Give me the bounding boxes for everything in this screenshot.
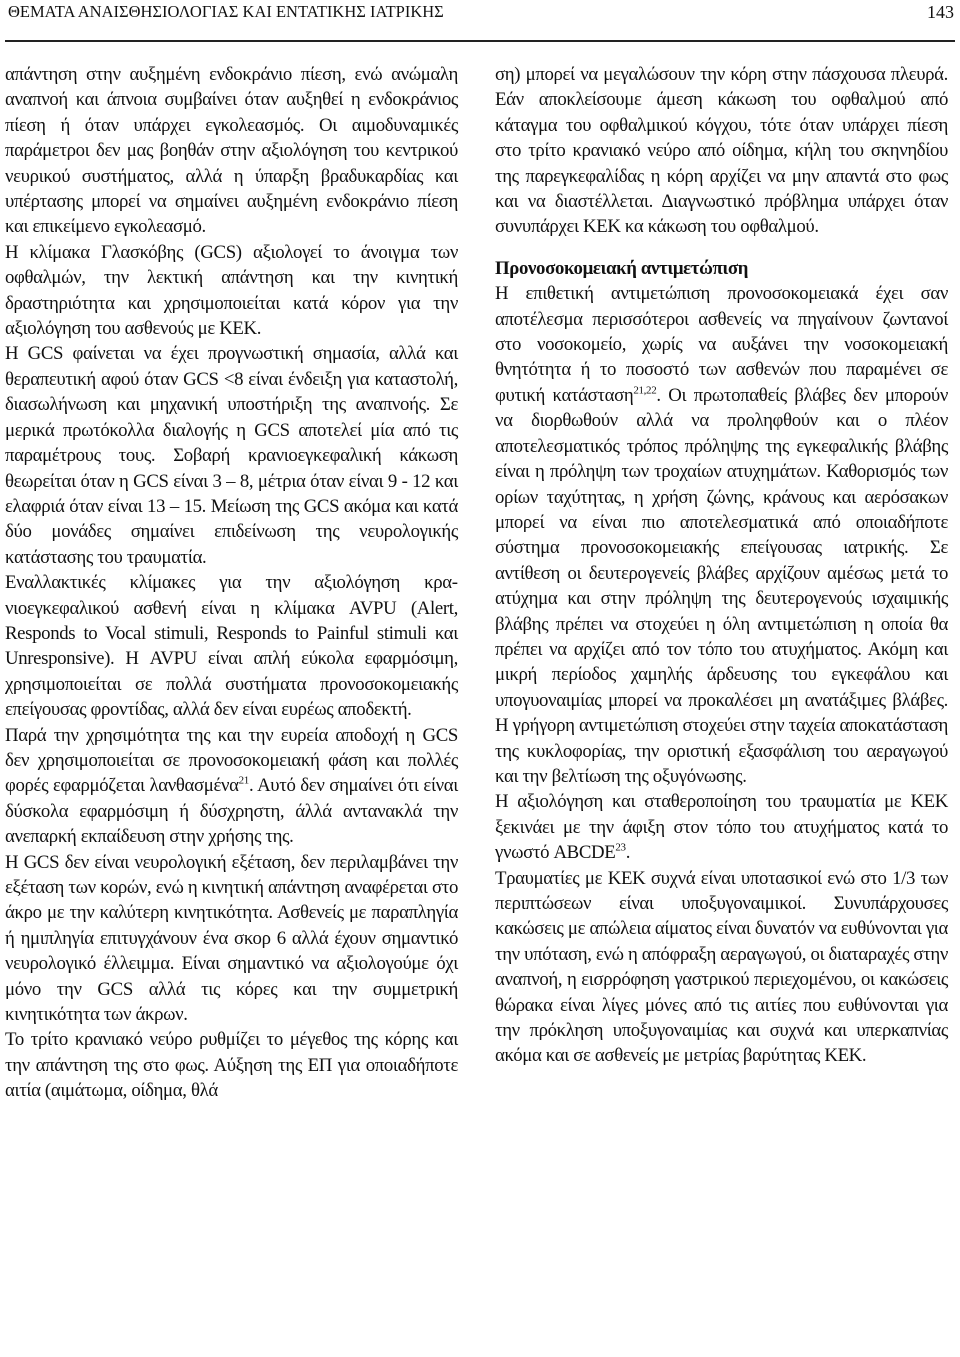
- journal-title: ΘΕΜΑΤΑ ΑΝΑΙΣΘΗΣΙΟΛΟΓΙΑΣ ΚΑΙ ΕΝΤΑΤΙΚΗΣ ΙΑΤΡΙΚΗΣ: [8, 2, 444, 21]
- paragraph-text: Παρά την χρησιμότητα της και την ευρεία αποδοχή η GCS δεν χρησιμοποιείται σε προνοσοκομειακή φάση και πολλές φορές εφαρμόζεται λανθασμένα: [5, 724, 458, 797]
- paragraph: Η κλίμακα Γλασκόβης (GCS) αξιολογεί το άνοιγμα των οφθαλμών, την λεκτική απάντηση και την κινητική δραστηριότητα και χρησιμοποιείται κατά κόρον για την αξιολόγηση του ασθενούς με ΚΕΚ.: [5, 241, 458, 340]
- paragraph-text: . Οι πρωτοπαθείς βλάβες δεν μπορούν να διορθωθούν αλλά να προληφθούν και ο πλέον αποτελεσματικός τρόπος πρόληψης της εγκεφαλικής βλάβης είναι η πρόληψη των τροχαίων ατυχημάτων. Καθορισμός των ορίων ταχύτητας, η χρήση ζώνης, κράνους και αερόσακων μπορεί να είναι πιο αποτελεσματικά από οποιαδήποτε σύστημα προνοσοκομειακής επείγουσας ιατρικής. Σε αντίθεση οι δευτερογενείς βλάβες αρχίζουν αμέσως μετά το ατύχημα και στην πρόληψη της δευτερογενούς ισχαιμικής βλάβης πρέπει να στοχεύει η όλη αντιμετώπιση η οποία θα πρέπει να αρχίζει από τον τόπο του ατυχήματος. Ακόμη και μικρή περίοδος χαμηλής άρδευσης του εγκεφάλου και υπογυοναιμίας μπορεί να προκαλέσει μη ανατάξιμες βλάβες. Η γρήγορη αντιμετώπιση στοχεύει στην ταχεία αποκατάσταση της κυκλοφορίας, την οριστική εξασφάλιση του αεραγωγού και την βελτίωση της οξυγόνωσης.: [495, 384, 948, 787]
- citation-ref: 21,22: [633, 384, 657, 397]
- paragraph-text: Η αξιολόγηση και σταθεροποίηση του τραυματία με ΚΕΚ ξεκινάει με την άφιξη στον τόπο του ατυχήματος κατά το γνωστό ABCDE: [495, 791, 948, 864]
- paragraph: απάντηση στην αυξημένη ενδοκράνιο πίεση, ενώ ανώμαλη αναπνοή και άπνοια συμβαίνει όταν αυξηθεί η ενδοκράνιος πίεση ή όταν υπάρχει εγκολεασμός. Οι αιμοδυναμικές παράμετροι δεν μας βοηθάν στην αξιολόγηση του κεντρικού νευρικού συστήματος, αλλά η ύπαρξη βραδυκαρδίας και υπέρτασης μπορεί να σημαίνει αυξημένη ενδοκράνιο πίεση και επικείμενο εγκολεασμό.: [5, 64, 458, 238]
- paragraph: [495, 281, 948, 789]
- paragraph: Εναλλακτικές κλίμακες για την αξιολόγηση κρανιοεγκεφαλικού ασθενή είναι η κλίμακα AVPU (Alert, Responds to Vocal stimuli, Responds to Painful stimuli και Unresponsive). Η AVPU είναι απλή εύκολα εφαρμόσιμη, χρησιμοποιείται σε πολλά συστήματα προνοσοκομειακής επείγουσας φροντίδας, αλλά δεν είναι ευρέως αποδεκτή.: [5, 572, 458, 721]
- left-column: [5, 62, 458, 1104]
- citation-ref: 23: [615, 841, 626, 854]
- citation-ref: 21: [238, 775, 249, 788]
- paragraph: [495, 789, 948, 865]
- paragraph: [5, 723, 458, 850]
- header-divider: [5, 40, 955, 42]
- section-spacer: [495, 240, 948, 256]
- paragraph: Η GCS δεν είναι νευρολογική εξέταση, δεν περιλαμβάνει την εξέταση των κορών, ενώ η κινητική απάντηση αναφέρεται στο άκρο με την καλύτερη κινητικότητα. Ασθενείς με παραπληγία ή ημιπληγία επιτυγχάνουν ένα σκορ 6 αλλά έχουν σημαντικό νευρολογικό έλλειμμα. Είναι σημαντικό να αξιολογούμε όχι μόνο την GCS αλλά τις κόρες και την συμμετρική κινητικότητα των άκρων.: [5, 851, 458, 1026]
- paragraph-text: . Αυτό δεν σημαίνει ότι είναι δύσκολα εφαρμόσιμη ή δύσχρηστη, άλλά αντανακλά την ανεπαρκή εκπαίδευση στην χρήσης της.: [5, 775, 458, 848]
- paragraph: Το τρίτο κρανιακό νεύρο ρυθμίζει το μέγεθος της κόρης και την απάντηση της στο φως. Αύξηση της ΕΠ για οποιαδήποτε αιτία (αιμάτωμα, οίδημα, θλά: [5, 1029, 458, 1102]
- paragraph-text: Η επιθετική αντιμετώπιση προνοσοκομειακά έχει σαν αποτέλεσμα περισσότεροι ασθενείς να πηγαίνουν ζωντανοί στο νοσοκομείο, χωρίς να αυξάνει την νοσοκομειακή θνητότητα ή το ποσοστό των ασθενών που παραμένει σε φυτική κατάσταση: [495, 283, 948, 406]
- right-column: [495, 62, 948, 1069]
- paragraph: ση) μπορεί να μεγαλώσουν την κόρη στην πάσχουσα πλευρά. Εάν αποκλείσουμε άμεση κάκωση του οφθαλμού από κάταγμα του οφθαλμικού κόγχου, τότε όταν υπάρχει πίεση στο τρίτο κρανιακό νεύρο από οίδημα, κήλη του σκηνηδίου της παρεγκεφαλίδας η κόρη αρχίζει να μην απαντά στο φως και να διαστέλλεται. Διαγνωστικό πρόβλημα υπάρχει όταν συνυπάρχει ΚΕΚ κα κάκωση του οφθαλμού.: [495, 64, 948, 238]
- page-number: 143: [927, 2, 954, 22]
- paragraph: Τραυματίες με ΚΕΚ συχνά είναι υποτασικοί ενώ στο 1/3 των περιπτώσεων είναι υποξυγοναιμικοί. Συνυπάρχουσες κακώσεις με απώλεια αίματος είναι δυνατόν να ευθύνονται για την υπόταση, ενώ η απόφραξη αεραγωγού, οι διαταραχές στην αναπνοή, η εισρρόφηση γαστρικού περιεχομένου, οι κακώσεις θώρακα είναι λίγες μόνες από τις αιτίες που ευθύνονται για την πρόκληση υποξυγοναιμίας και συχνά και υπερκαπνίας ακόμα και σε ασθενείς με μετρίας βαρύτητας ΚΕΚ.: [495, 867, 948, 1067]
- paragraph: Η GCS φαίνεται να έχει προγνωστική σημασία, αλλά και θεραπευτική αφού όταν GCS <8 είναι ένδειξη για καταστολή, διασωλήνωση και μηχανική υποστήριξη της αναπνοής. Σε μερικά πρωτόκολλα διαλογής η GCS αποτελεί μία από τις παραμέτρους τους. Σοβαρή κρανιοεγκεφαλική κάκωση θεωρείται όταν η GCS είναι 3 – 8, μέτρια όταν είναι 9 - 12 και ελαφριά όταν είναι 13 – 15. Μείωση της GCS ακόμα και κατά δύο μονάδες σημαίνει επιδείνωση της νευρολογικής κατάστασης του τραυματία.: [5, 343, 458, 568]
- section-heading: Προνοσοκομειακή αντιμετώπιση: [495, 257, 749, 279]
- paragraph-text: .: [625, 842, 631, 864]
- page-header: [0, 0, 960, 46]
